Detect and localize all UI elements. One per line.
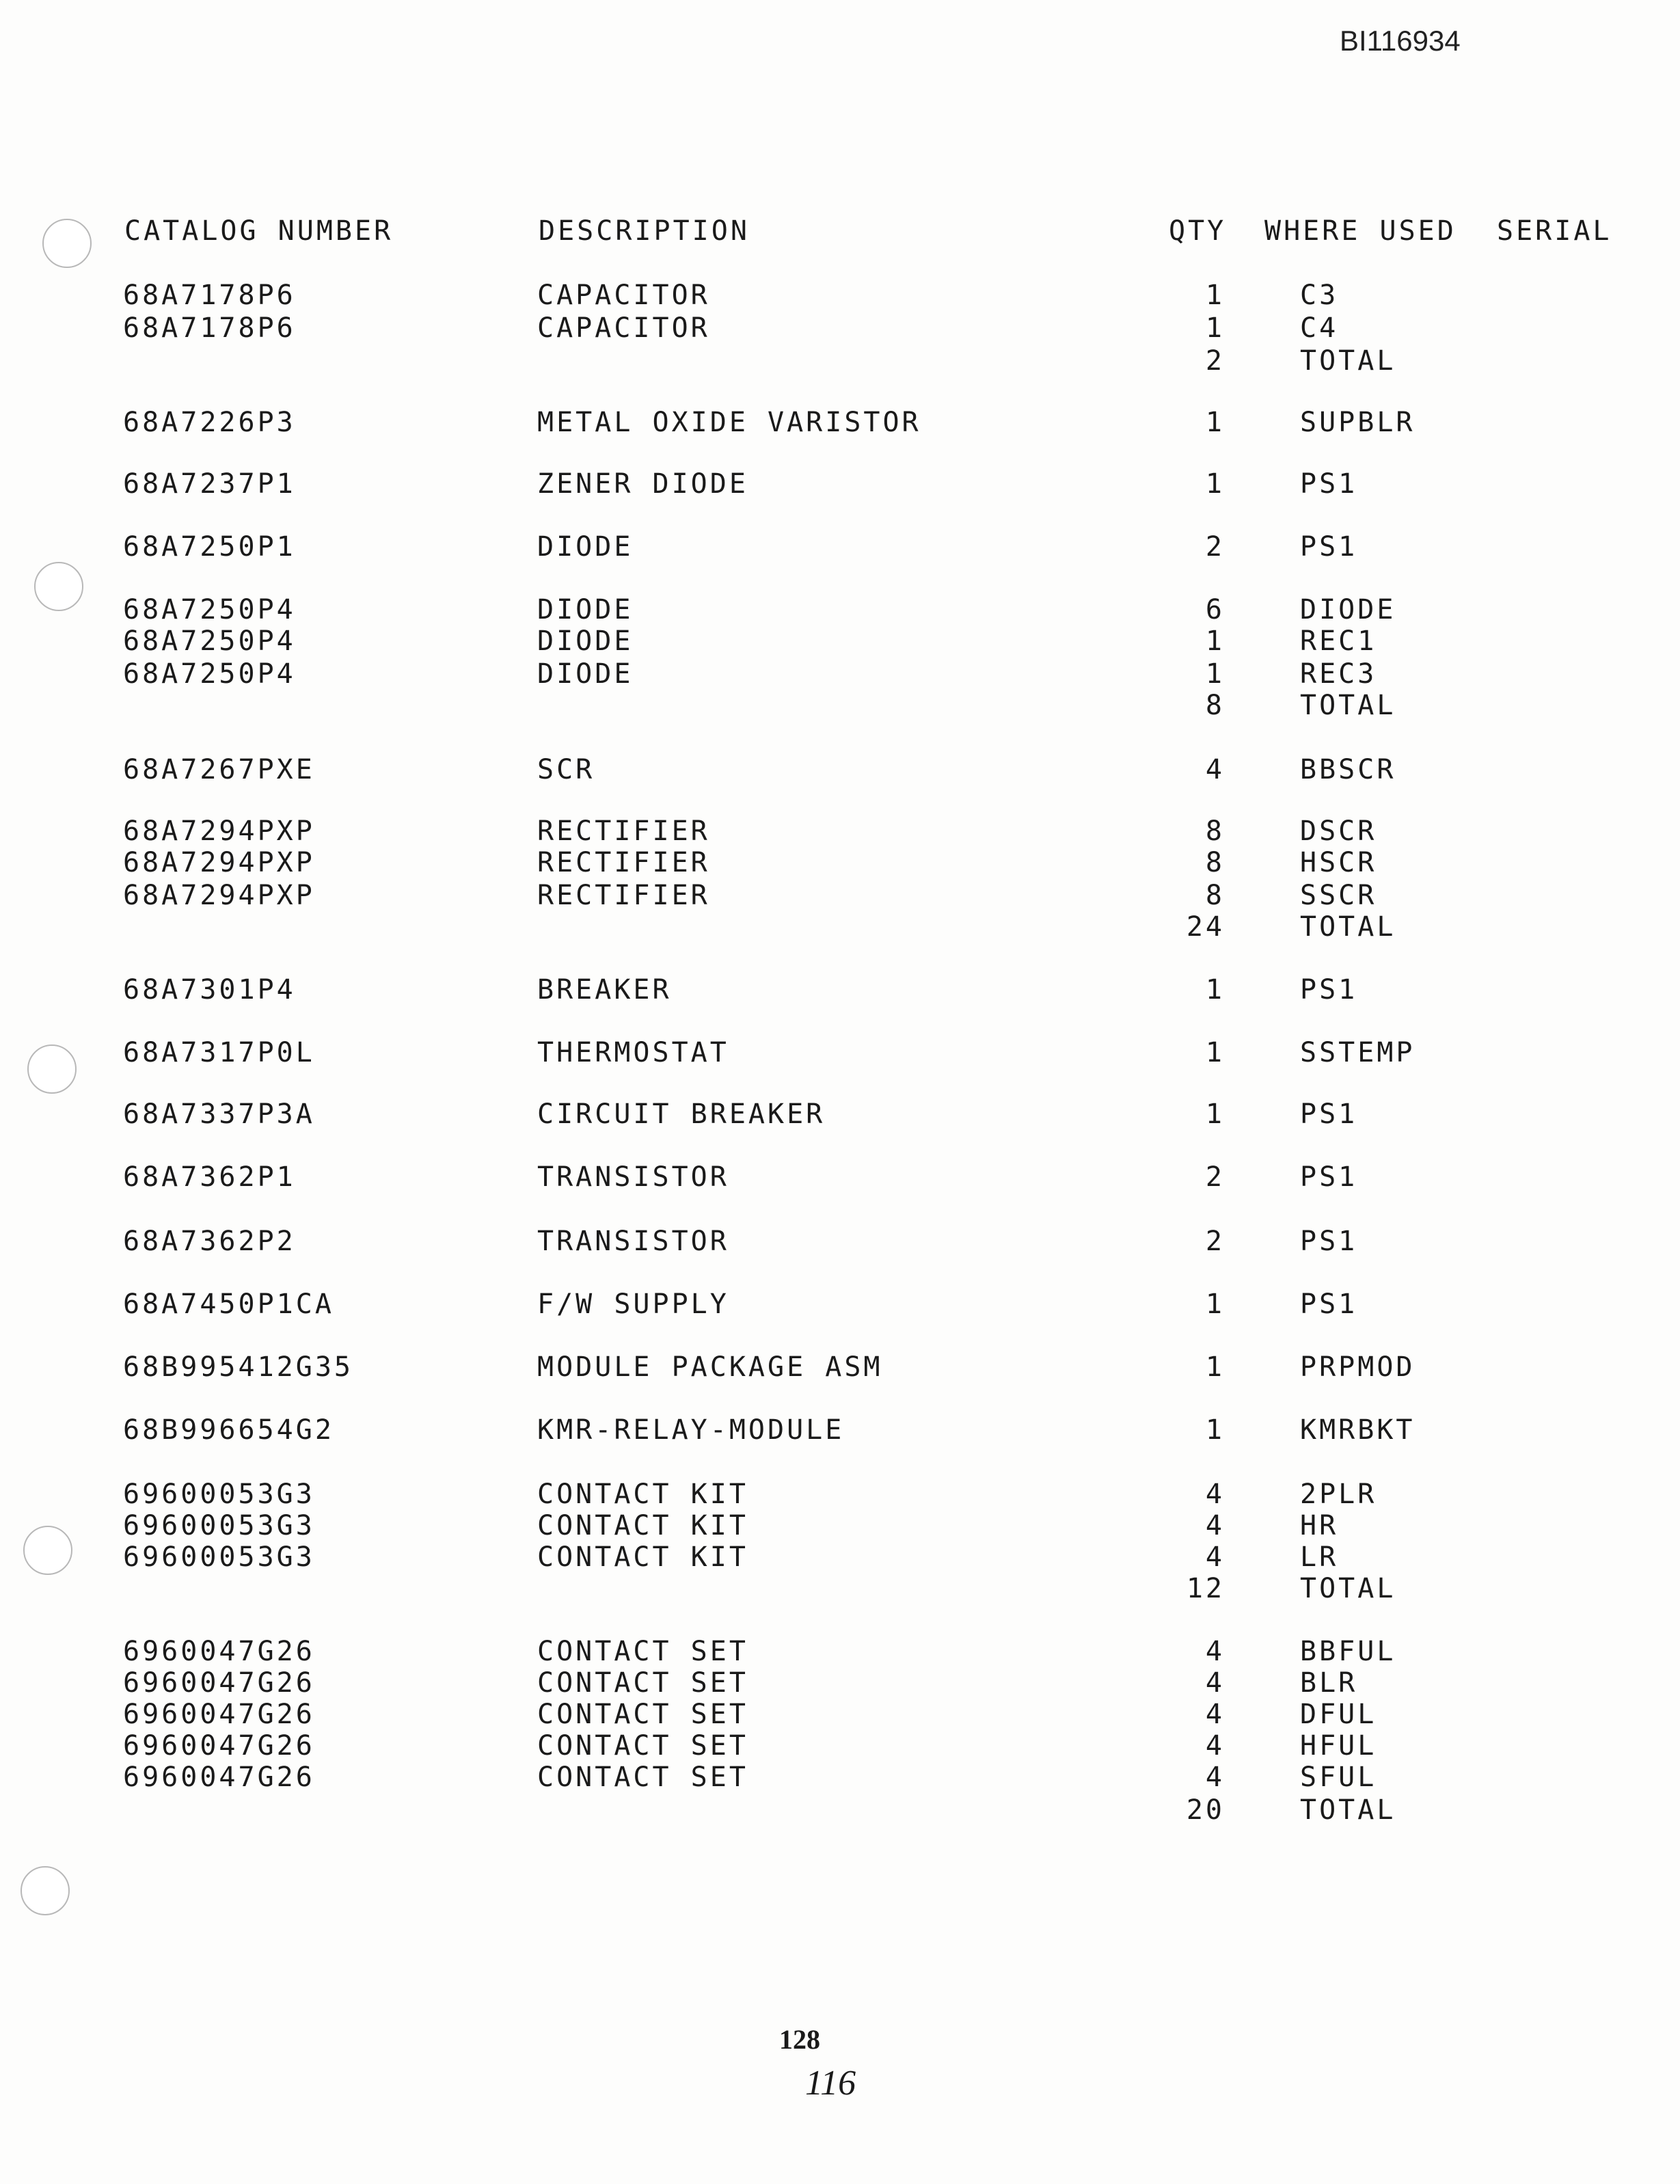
qty-cell: 8: [1205, 847, 1225, 878]
qty-cell: 4: [1205, 754, 1225, 785]
description-cell: CAPACITOR: [537, 280, 710, 311]
qty-cell: 8: [1205, 690, 1225, 721]
description-cell: CONTACT SET: [537, 1762, 748, 1793]
where-used-cell: PS1: [1300, 1226, 1358, 1257]
where-used-cell: C4: [1300, 312, 1339, 344]
description-cell: RECTIFIER: [537, 847, 710, 878]
description-cell: CONTACT KIT: [537, 1479, 748, 1510]
where-used-cell: SUPBLR: [1300, 407, 1415, 438]
catalog-number-cell: 69600053G3: [123, 1510, 315, 1541]
qty-cell: 4: [1205, 1667, 1225, 1699]
where-used-cell: BBFUL: [1300, 1636, 1396, 1667]
catalog-number-cell: 6960047G26: [123, 1667, 315, 1699]
qty-cell: 4: [1205, 1762, 1225, 1793]
where-used-cell: C3: [1300, 280, 1339, 311]
page-number-handwritten: 116: [805, 2064, 856, 2103]
description-cell: DIODE: [537, 658, 634, 690]
qty-cell: 20: [1186, 1794, 1225, 1826]
catalog-number-cell: 68A7450P1CA: [123, 1289, 334, 1320]
qty-cell: 1: [1205, 407, 1225, 438]
where-used-cell: REC1: [1300, 625, 1377, 657]
qty-cell: 4: [1205, 1636, 1225, 1667]
description-cell: RECTIFIER: [537, 815, 710, 847]
header-description: DESCRIPTION: [539, 215, 750, 247]
catalog-number-cell: 6960047G26: [123, 1636, 315, 1667]
catalog-number-cell: 68A7337P3A: [123, 1098, 315, 1130]
description-cell: KMR-RELAY-MODULE: [537, 1414, 845, 1446]
catalog-number-cell: 6960047G26: [123, 1730, 315, 1762]
punch-hole: [21, 1866, 70, 1915]
qty-cell: 8: [1205, 815, 1225, 847]
where-used-cell: DFUL: [1300, 1699, 1377, 1730]
catalog-number-cell: 69600053G3: [123, 1479, 315, 1510]
header-catalog-number: CATALOG NUMBER: [124, 215, 394, 247]
punch-hole: [23, 1526, 72, 1575]
where-used-cell: LR: [1300, 1541, 1339, 1573]
where-used-cell: PRPMOD: [1300, 1351, 1415, 1383]
page-number-printed: 128: [779, 2024, 820, 2055]
qty-cell: 4: [1205, 1510, 1225, 1541]
where-used-cell: DIODE: [1300, 594, 1396, 625]
where-used-cell: TOTAL: [1300, 690, 1396, 721]
document-id: BI116934: [1340, 25, 1461, 57]
catalog-number-cell: 68A7237P1: [123, 468, 296, 500]
description-cell: DIODE: [537, 625, 634, 657]
catalog-number-cell: 68A7362P2: [123, 1226, 296, 1257]
catalog-number-cell: 68A7178P6: [123, 312, 296, 344]
qty-cell: 1: [1205, 468, 1225, 500]
catalog-number-cell: 68A7294PXP: [123, 880, 315, 911]
description-cell: METAL OXIDE VARISTOR: [537, 407, 921, 438]
where-used-cell: PS1: [1300, 468, 1358, 500]
catalog-number-cell: 68A7362P1: [123, 1161, 296, 1193]
qty-cell: 24: [1186, 911, 1225, 943]
qty-cell: 1: [1205, 974, 1225, 1006]
qty-cell: 1: [1205, 1414, 1225, 1446]
qty-cell: 4: [1205, 1730, 1225, 1762]
qty-cell: 1: [1205, 1098, 1225, 1130]
description-cell: CONTACT SET: [537, 1667, 748, 1699]
where-used-cell: HR: [1300, 1510, 1339, 1541]
description-cell: CONTACT KIT: [537, 1541, 748, 1573]
description-cell: CONTACT SET: [537, 1730, 748, 1762]
qty-cell: 1: [1205, 658, 1225, 690]
where-used-cell: SSTEMP: [1300, 1037, 1415, 1068]
description-cell: THERMOSTAT: [537, 1037, 729, 1068]
where-used-cell: PS1: [1300, 1161, 1358, 1193]
catalog-number-cell: 69600053G3: [123, 1541, 315, 1573]
qty-cell: 4: [1205, 1541, 1225, 1573]
description-cell: MODULE PACKAGE ASM: [537, 1351, 883, 1383]
where-used-cell: TOTAL: [1300, 911, 1396, 943]
description-cell: BREAKER: [537, 974, 672, 1006]
catalog-number-cell: 6960047G26: [123, 1762, 315, 1793]
description-cell: CONTACT KIT: [537, 1510, 748, 1541]
where-used-cell: PS1: [1300, 1289, 1358, 1320]
description-cell: TRANSISTOR: [537, 1226, 729, 1257]
description-cell: SCR: [537, 754, 595, 785]
header-serial: SERIAL: [1497, 215, 1612, 247]
where-used-cell: KMRBKT: [1300, 1414, 1415, 1446]
where-used-cell: PS1: [1300, 531, 1358, 563]
qty-cell: 2: [1205, 345, 1225, 377]
description-cell: TRANSISTOR: [537, 1161, 729, 1193]
punch-hole: [27, 1044, 77, 1094]
qty-cell: 1: [1205, 1289, 1225, 1320]
where-used-cell: PS1: [1300, 1098, 1358, 1130]
qty-cell: 4: [1205, 1479, 1225, 1510]
catalog-number-cell: 6960047G26: [123, 1699, 315, 1730]
qty-cell: 1: [1205, 1037, 1225, 1068]
where-used-cell: TOTAL: [1300, 1573, 1396, 1604]
description-cell: CIRCUIT BREAKER: [537, 1098, 826, 1130]
qty-cell: 2: [1205, 1161, 1225, 1193]
qty-cell: 2: [1205, 531, 1225, 563]
catalog-number-cell: 68A7250P4: [123, 658, 296, 690]
catalog-number-cell: 68A7294PXP: [123, 847, 315, 878]
where-used-cell: DSCR: [1300, 815, 1377, 847]
where-used-cell: BBSCR: [1300, 754, 1396, 785]
where-used-cell: HSCR: [1300, 847, 1377, 878]
where-used-cell: TOTAL: [1300, 1794, 1396, 1826]
where-used-cell: REC3: [1300, 658, 1377, 690]
description-cell: CAPACITOR: [537, 312, 710, 344]
qty-cell: 1: [1205, 280, 1225, 311]
header-qty: QTY: [1169, 215, 1227, 247]
qty-cell: 2: [1205, 1226, 1225, 1257]
description-cell: DIODE: [537, 594, 634, 625]
catalog-number-cell: 68B996654G2: [123, 1414, 334, 1446]
description-cell: CONTACT SET: [537, 1699, 748, 1730]
where-used-cell: HFUL: [1300, 1730, 1377, 1762]
description-cell: ZENER DIODE: [537, 468, 748, 500]
where-used-cell: SSCR: [1300, 880, 1377, 911]
qty-cell: 6: [1205, 594, 1225, 625]
description-cell: DIODE: [537, 531, 634, 563]
catalog-number-cell: 68A7267PXE: [123, 754, 315, 785]
punch-hole: [42, 219, 92, 268]
catalog-number-cell: 68A7317P0L: [123, 1037, 315, 1068]
qty-cell: 1: [1205, 312, 1225, 344]
qty-cell: 1: [1205, 625, 1225, 657]
where-used-cell: TOTAL: [1300, 345, 1396, 377]
catalog-number-cell: 68A7301P4: [123, 974, 296, 1006]
catalog-number-cell: 68A7226P3: [123, 407, 296, 438]
catalog-number-cell: 68A7250P4: [123, 594, 296, 625]
description-cell: CONTACT SET: [537, 1636, 748, 1667]
punch-hole: [34, 562, 83, 611]
description-cell: RECTIFIER: [537, 880, 710, 911]
catalog-number-cell: 68A7178P6: [123, 280, 296, 311]
qty-cell: 12: [1186, 1573, 1225, 1604]
catalog-number-cell: 68A7250P4: [123, 625, 296, 657]
catalog-number-cell: 68A7294PXP: [123, 815, 315, 847]
catalog-number-cell: 68B995412G35: [123, 1351, 353, 1383]
qty-cell: 1: [1205, 1351, 1225, 1383]
where-used-cell: 2PLR: [1300, 1479, 1377, 1510]
qty-cell: 8: [1205, 880, 1225, 911]
where-used-cell: PS1: [1300, 974, 1358, 1006]
description-cell: F/W SUPPLY: [537, 1289, 729, 1320]
where-used-cell: SFUL: [1300, 1762, 1377, 1793]
catalog-number-cell: 68A7250P1: [123, 531, 296, 563]
where-used-cell: BLR: [1300, 1667, 1358, 1699]
qty-cell: 4: [1205, 1699, 1225, 1730]
header-where-used: WHERE USED: [1264, 215, 1457, 247]
